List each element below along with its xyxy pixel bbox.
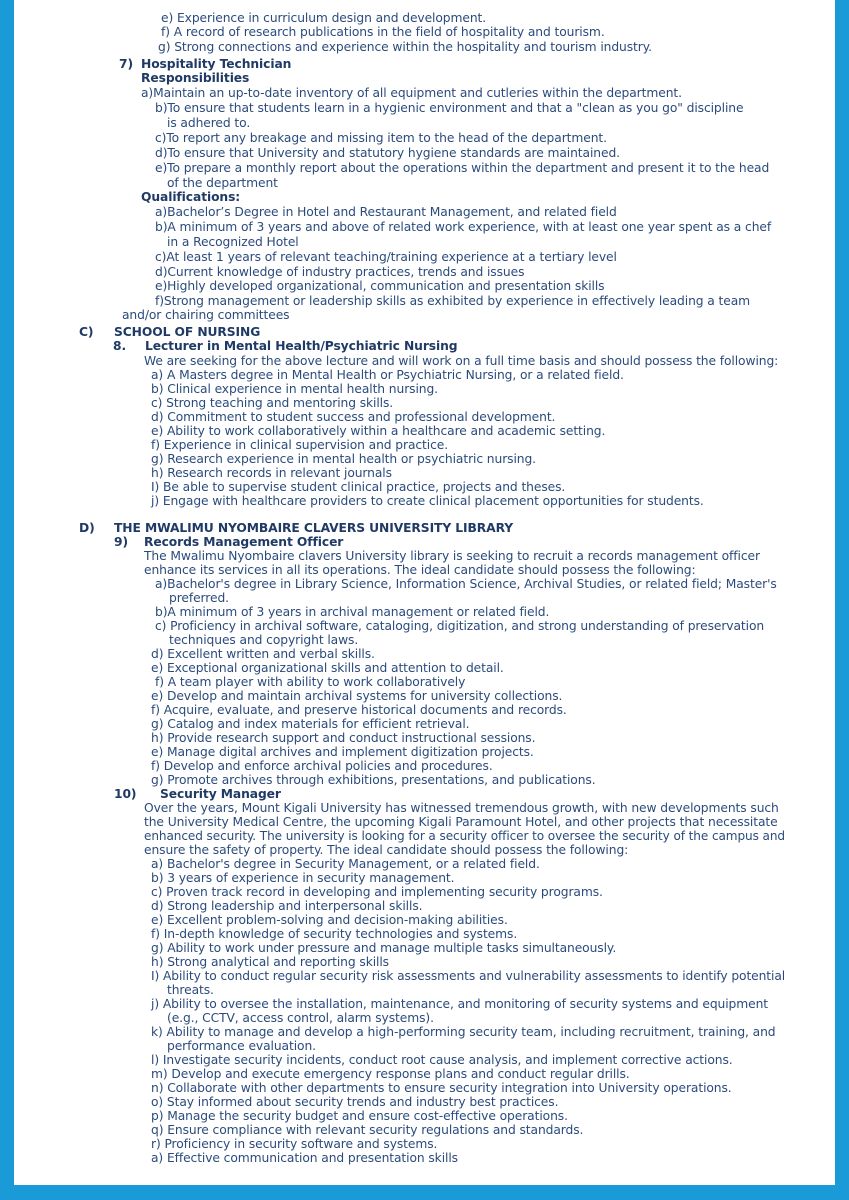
- list-item: a)Maintain an up-to-date inventory of all equipment and cutleries within the department.: [141, 86, 682, 100]
- list-item: I) Ability to conduct regular security risk assessments and vulnerability assessments to identify potential: [151, 969, 786, 983]
- list-item: e) Excellent problem-solving and decision-making abilities.: [151, 913, 508, 927]
- position-title: Security Manager: [160, 787, 281, 801]
- list-item: b) Clinical experience in mental health nursing.: [151, 382, 438, 396]
- list-item: r) Proficiency in security software and systems.: [151, 1137, 438, 1151]
- list-item: f) Acquire, evaluate, and preserve historical documents and records.: [151, 703, 567, 717]
- list-item: f) Develop and enforce archival policies and procedures.: [151, 759, 493, 773]
- list-item: l) Investigate security incidents, conduct root cause analysis, and implement corrective actions.: [151, 1053, 733, 1067]
- list-item-continued: and/or chairing committees: [122, 308, 290, 322]
- document-page: [14, 0, 835, 1185]
- position-intro: The Mwalimu Nyombaire clavers University library is seeking to recruit a records management officer: [144, 549, 760, 563]
- position-intro: ensure the safety of property. The ideal candidate should possess the following:: [144, 843, 629, 857]
- list-item: h) Research records in relevant journals: [151, 466, 392, 480]
- list-item: j) Ability to oversee the installation, maintenance, and monitoring of security systems and equipment: [151, 997, 769, 1011]
- list-item: a)Bachelor's degree in Library Science, Information Science, Archival Studies, or related field; Master's: [155, 577, 777, 591]
- position-title: Lecturer in Mental Health/Psychiatric Nursing: [145, 339, 458, 353]
- list-item: d)To ensure that University and statutory hygiene standards are maintained.: [155, 146, 620, 160]
- list-item: g) Ability to work under pressure and manage multiple tasks simultaneously.: [151, 941, 617, 955]
- list-item: e) Develop and maintain archival systems for university collections.: [151, 689, 563, 703]
- list-item: j) Engage with healthcare providers to create clinical placement opportunities for students.: [151, 494, 704, 508]
- section-letter: D): [79, 521, 95, 535]
- list-item: a) Effective communication and presentation skills: [151, 1151, 458, 1165]
- list-item: k) Ability to manage and develop a high-performing security team, including recruitment, training, and: [151, 1025, 776, 1039]
- position-intro: enhance its services in all its operations. The ideal candidate should possess the following:: [144, 563, 696, 577]
- position-number: 9): [114, 535, 128, 549]
- list-item: d) Strong leadership and interpersonal skills.: [151, 899, 423, 913]
- list-item: b)A minimum of 3 years and above of related work experience, with at least one year spent as a chef: [155, 220, 772, 234]
- list-item: g) Promote archives through exhibitions, presentations, and publications.: [151, 773, 596, 787]
- list-item-continued: of the department: [167, 176, 278, 190]
- list-item: o) Stay informed about security trends and industry best practices.: [151, 1095, 559, 1109]
- position-number: 10): [114, 787, 137, 801]
- list-item: b)A minimum of 3 years in archival management or related field.: [155, 605, 550, 619]
- list-item: c) Proficiency in archival software, cataloging, digitization, and strong understanding of preservation: [155, 619, 765, 633]
- list-item: d)Current knowledge of industry practices, trends and issues: [155, 265, 525, 279]
- list-item: c)At least 1 years of relevant teaching/training experience at a tertiary level: [155, 250, 617, 264]
- section-title: THE MWALIMU NYOMBAIRE CLAVERS UNIVERSITY LIBRARY: [114, 521, 514, 535]
- prev-item-e: e) Experience in curriculum design and development.: [161, 11, 487, 25]
- position-number: 8.: [113, 339, 127, 353]
- list-item-continued: techniques and copyright laws.: [169, 633, 359, 647]
- responsibilities-heading: Responsibilities: [141, 71, 250, 85]
- list-item: I) Be able to supervise student clinical practice, projects and theses.: [151, 480, 566, 494]
- prev-item-f: f) A record of research publications in the field of hospitality and tourism.: [161, 25, 605, 39]
- list-item: e) Manage digital archives and implement digitization projects.: [151, 745, 534, 759]
- position-title: Hospitality Technician: [141, 57, 292, 71]
- list-item: m) Develop and execute emergency response plans and conduct regular drills.: [151, 1067, 630, 1081]
- position-intro: enhanced security. The university is looking for a security officer to oversee the security of the campus and: [144, 829, 786, 843]
- list-item: f) A team player with ability to work collaboratively: [155, 675, 466, 689]
- list-item: a)Bachelor’s Degree in Hotel and Restaurant Management, and related field: [155, 205, 617, 219]
- position-number: 7): [119, 57, 133, 71]
- list-item: e) Ability to work collaboratively within a healthcare and academic setting.: [151, 424, 606, 438]
- list-item-continued: performance evaluation.: [167, 1039, 316, 1053]
- list-item: q) Ensure compliance with relevant security regulations and standards.: [151, 1123, 584, 1137]
- list-item: c) Proven track record in developing and implementing security programs.: [151, 885, 603, 899]
- list-item: c)To report any breakage and missing item to the head of the department.: [155, 131, 607, 145]
- list-item: a) Bachelor's degree in Security Management, or a related field.: [151, 857, 540, 871]
- prev-item-g: g) Strong connections and experience within the hospitality and tourism industry.: [158, 40, 652, 54]
- list-item-continued: threats.: [167, 983, 214, 997]
- list-item: d) Commitment to student success and professional development.: [151, 410, 556, 424]
- list-item: n) Collaborate with other departments to ensure security integration into University operations.: [151, 1081, 732, 1095]
- section-title: SCHOOL OF NURSING: [114, 325, 261, 339]
- list-item: e)To prepare a monthly report about the operations within the department and present it to the head: [155, 161, 770, 175]
- list-item-continued: in a Recognized Hotel: [167, 235, 299, 249]
- list-item: f)Strong management or leadership skills as exhibited by experience in effectively leading a team: [155, 294, 751, 308]
- position-intro: We are seeking for the above lecture and will work on a full time basis and should possess the following:: [144, 354, 779, 368]
- list-item: d) Excellent written and verbal skills.: [151, 647, 375, 661]
- list-item: b)To ensure that students learn in a hygienic environment and that a "clean as you go" discipline: [155, 101, 744, 115]
- list-item: g) Research experience in mental health or psychiatric nursing.: [151, 452, 536, 466]
- position-intro: the University Medical Centre, the upcoming Kigali Paramount Hotel, and other projects that necessitate: [144, 815, 778, 829]
- qualifications-heading: Qualifications:: [141, 190, 241, 204]
- list-item: h) Provide research support and conduct instructional sessions.: [151, 731, 536, 745]
- list-item: c) Strong teaching and mentoring skills.: [151, 396, 394, 410]
- list-item: e)Highly developed organizational, communication and presentation skills: [155, 279, 605, 293]
- list-item-continued: preferred.: [169, 591, 229, 605]
- list-item: p) Manage the security budget and ensure cost-effective operations.: [151, 1109, 568, 1123]
- list-item-continued: is adhered to.: [167, 116, 251, 130]
- position-intro: Over the years, Mount Kigali University has witnessed tremendous growth, with new developments such: [144, 801, 779, 815]
- position-title: Records Management Officer: [144, 535, 344, 549]
- list-item: h) Strong analytical and reporting skills: [151, 955, 389, 969]
- list-item: g) Catalog and index materials for efficient retrieval.: [151, 717, 470, 731]
- list-item: e) Exceptional organizational skills and attention to detail.: [151, 661, 504, 675]
- list-item-continued: (e.g., CCTV, access control, alarm systems).: [167, 1011, 434, 1025]
- list-item: a) A Masters degree in Mental Health or Psychiatric Nursing, or a related field.: [151, 368, 624, 382]
- list-item: b) 3 years of experience in security management.: [151, 871, 455, 885]
- list-item: f) Experience in clinical supervision and practice.: [151, 438, 449, 452]
- section-letter: C): [79, 325, 94, 339]
- list-item: f) In-depth knowledge of security technologies and systems.: [151, 927, 518, 941]
